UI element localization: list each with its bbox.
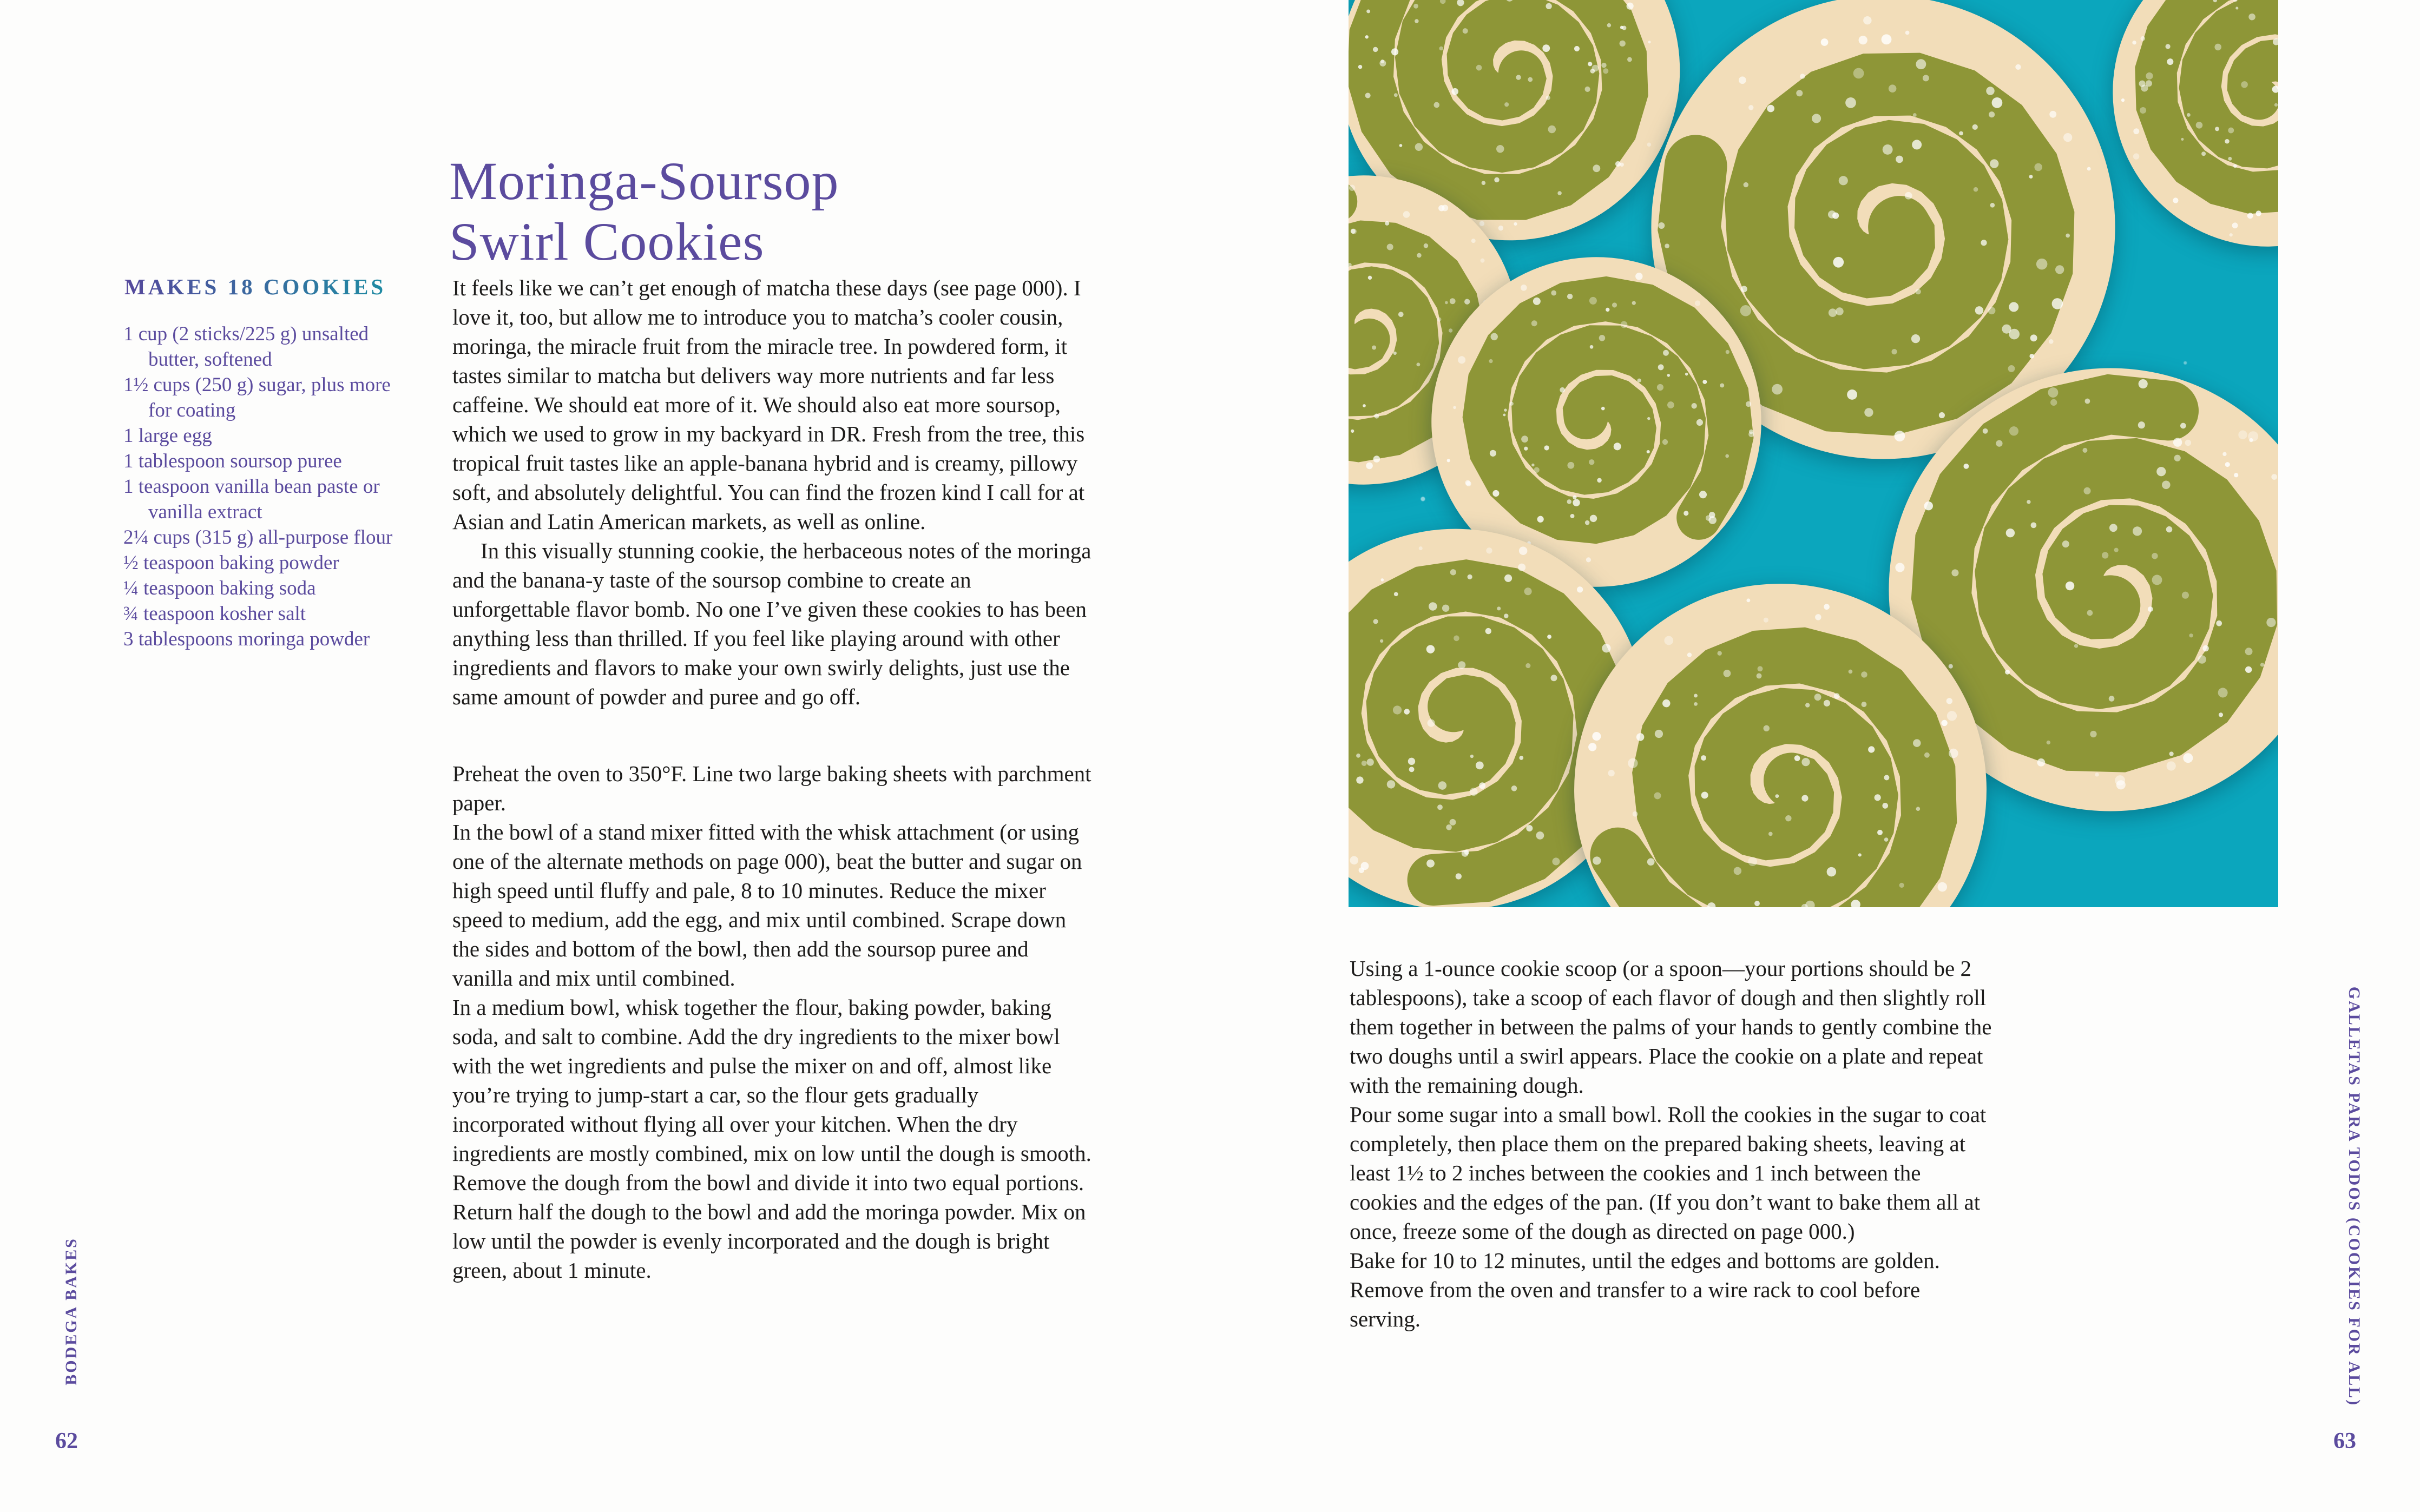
recipe-title bbox=[449, 151, 839, 272]
yield-heading: MAKES 18 COOKIES bbox=[124, 274, 386, 299]
spine-text-book-title: BODEGA BAKES bbox=[62, 1237, 80, 1385]
ingredient-line: 1½ cups (250 g) sugar, plus more bbox=[123, 374, 391, 396]
ingredient-line: butter, softened bbox=[148, 348, 272, 371]
swirl-cookie bbox=[1564, 573, 1997, 907]
ingredient-line: 2¼ cups (315 g) all-purpose flour bbox=[123, 526, 393, 549]
ingredient-line: 3 tablespoons moringa powder bbox=[123, 628, 370, 650]
recipe-step-6: Pour some sugar into a small bowl. Roll the cookies in the sugar to coat completely, then place them on the prepared baking sheets, leaving at least 1½ to 2 inches between the cookies and 1 inch between the cookies and the edges of the pan. (If you don’t want to bake them all at once, freeze some of the dough as directed on page 000.) bbox=[1350, 1102, 1987, 1244]
ingredient-line: ¼ teaspoon baking soda bbox=[123, 577, 316, 599]
recipe-title-line1: Moringa-Soursop bbox=[449, 151, 839, 211]
recipe-step-7: Bake for 10 to 12 minutes, until the edges and bottoms are golden. Remove from the oven and transfer to a wire rack to cool before serving. bbox=[1350, 1248, 1940, 1331]
recipe-intro bbox=[452, 273, 1094, 711]
ingredient-line: ¾ teaspoon kosher salt bbox=[123, 603, 306, 625]
cookie-photo bbox=[1349, 0, 2278, 907]
recipe-body-right bbox=[1350, 954, 1994, 1333]
ingredient-line: 1 large egg bbox=[123, 425, 212, 447]
swirl-cookie bbox=[2105, 0, 2278, 254]
ingredient-list bbox=[123, 321, 392, 652]
ingredient-line: vanilla extract bbox=[148, 501, 262, 523]
recipe-step-1: Preheat the oven to 350°F. Line two large baking sheets with parchment paper. bbox=[452, 761, 1091, 815]
ingredient-line: 1 teaspoon vanilla bean paste or bbox=[123, 476, 380, 498]
recipe-step-2: In the bowl of a stand mixer fitted with the whisk attachment (or using one of the alternate methods on page 000), beat the butter and sugar on high speed until fluffy and pale, 8 to 10 minutes. Reduce the mixer speed to medium, add the egg, and mix until combined. Scrape down the sides and bottom of the bowl, then add the soursop puree and vanilla and mix until combined. bbox=[452, 820, 1082, 991]
recipe-title-line2: Swirl Cookies bbox=[449, 212, 765, 272]
page-number-right: 63 bbox=[2333, 1429, 2356, 1454]
recipe-step-3: In a medium bowl, whisk together the flour, baking powder, baking soda, and salt to combine. Add the dry ingredients to the mixer bowl with the wet ingredients and pulse the mixer on and off, almost like you’re trying to jump-start a car, so the flour gets gradually incorporated without flying all over your kitchen. When the dry ingredients are mostly combined, mix on low until the dough is smooth. bbox=[452, 995, 1091, 1166]
recipe-body-left bbox=[452, 273, 1094, 1285]
ingredient-line: for coating bbox=[148, 399, 236, 421]
intro-paragraph-1: It feels like we can’t get enough of matcha these days (see page 000). I love it, too, but allow me to introduce you to matcha’s cooler cousin, moringa, the miracle fruit from the miracle tree. In powdered form, it tastes similar to matcha but delivers way more nutrients and far less caffeine. We should eat more of it. We should also eat more soursop, which we used to grow in my backyard in DR. Fresh from the tree, this tropical fruit tastes like an apple-banana hybrid and is creamy, pillowy soft, and absolutely delightful. You can find the frozen kind I call for at Asian and Latin American markets, as well as online. bbox=[452, 275, 1085, 534]
ingredient-line: ½ teaspoon baking powder bbox=[123, 552, 339, 574]
recipe-step-5: Using a 1-ounce cookie scoop (or a spoon—your portions should be 2 tablespoons), take a scoop of each flavor of dough and then slightly roll them together in between the palms of your hands to gently combine the two doughs until a swirl appears. Place the cookie on a plate and repeat with the remaining dough. bbox=[1350, 956, 1992, 1098]
ingredient-line: 1 cup (2 sticks/225 g) unsalted bbox=[123, 323, 369, 345]
intro-paragraph-2: In this visually stunning cookie, the herbaceous notes of the moringa and the banana-y taste of the soursop combine to create an unforgettable flavor bomb. No one I’ve given these cookies to has been anything less than thrilled. If you feel like playing around with other ingredients and flavors to make your own swirly delights, just use the same amount of powder and puree and go off. bbox=[452, 538, 1091, 709]
spine-text-chapter-title: GALLETAS PARA TODOS (COOKIES FOR ALL) bbox=[2345, 986, 2363, 1407]
ingredient-line: 1 tablespoon soursop puree bbox=[123, 450, 342, 472]
recipe-step-4: Remove the dough from the bowl and divide it into two equal portions. Return half the dough to the bowl and add the moringa powder. Mix on low until the powder is evenly incorporated and the dough is bright green, about 1 minute. bbox=[452, 1170, 1086, 1283]
page-number-left: 62 bbox=[55, 1429, 78, 1454]
